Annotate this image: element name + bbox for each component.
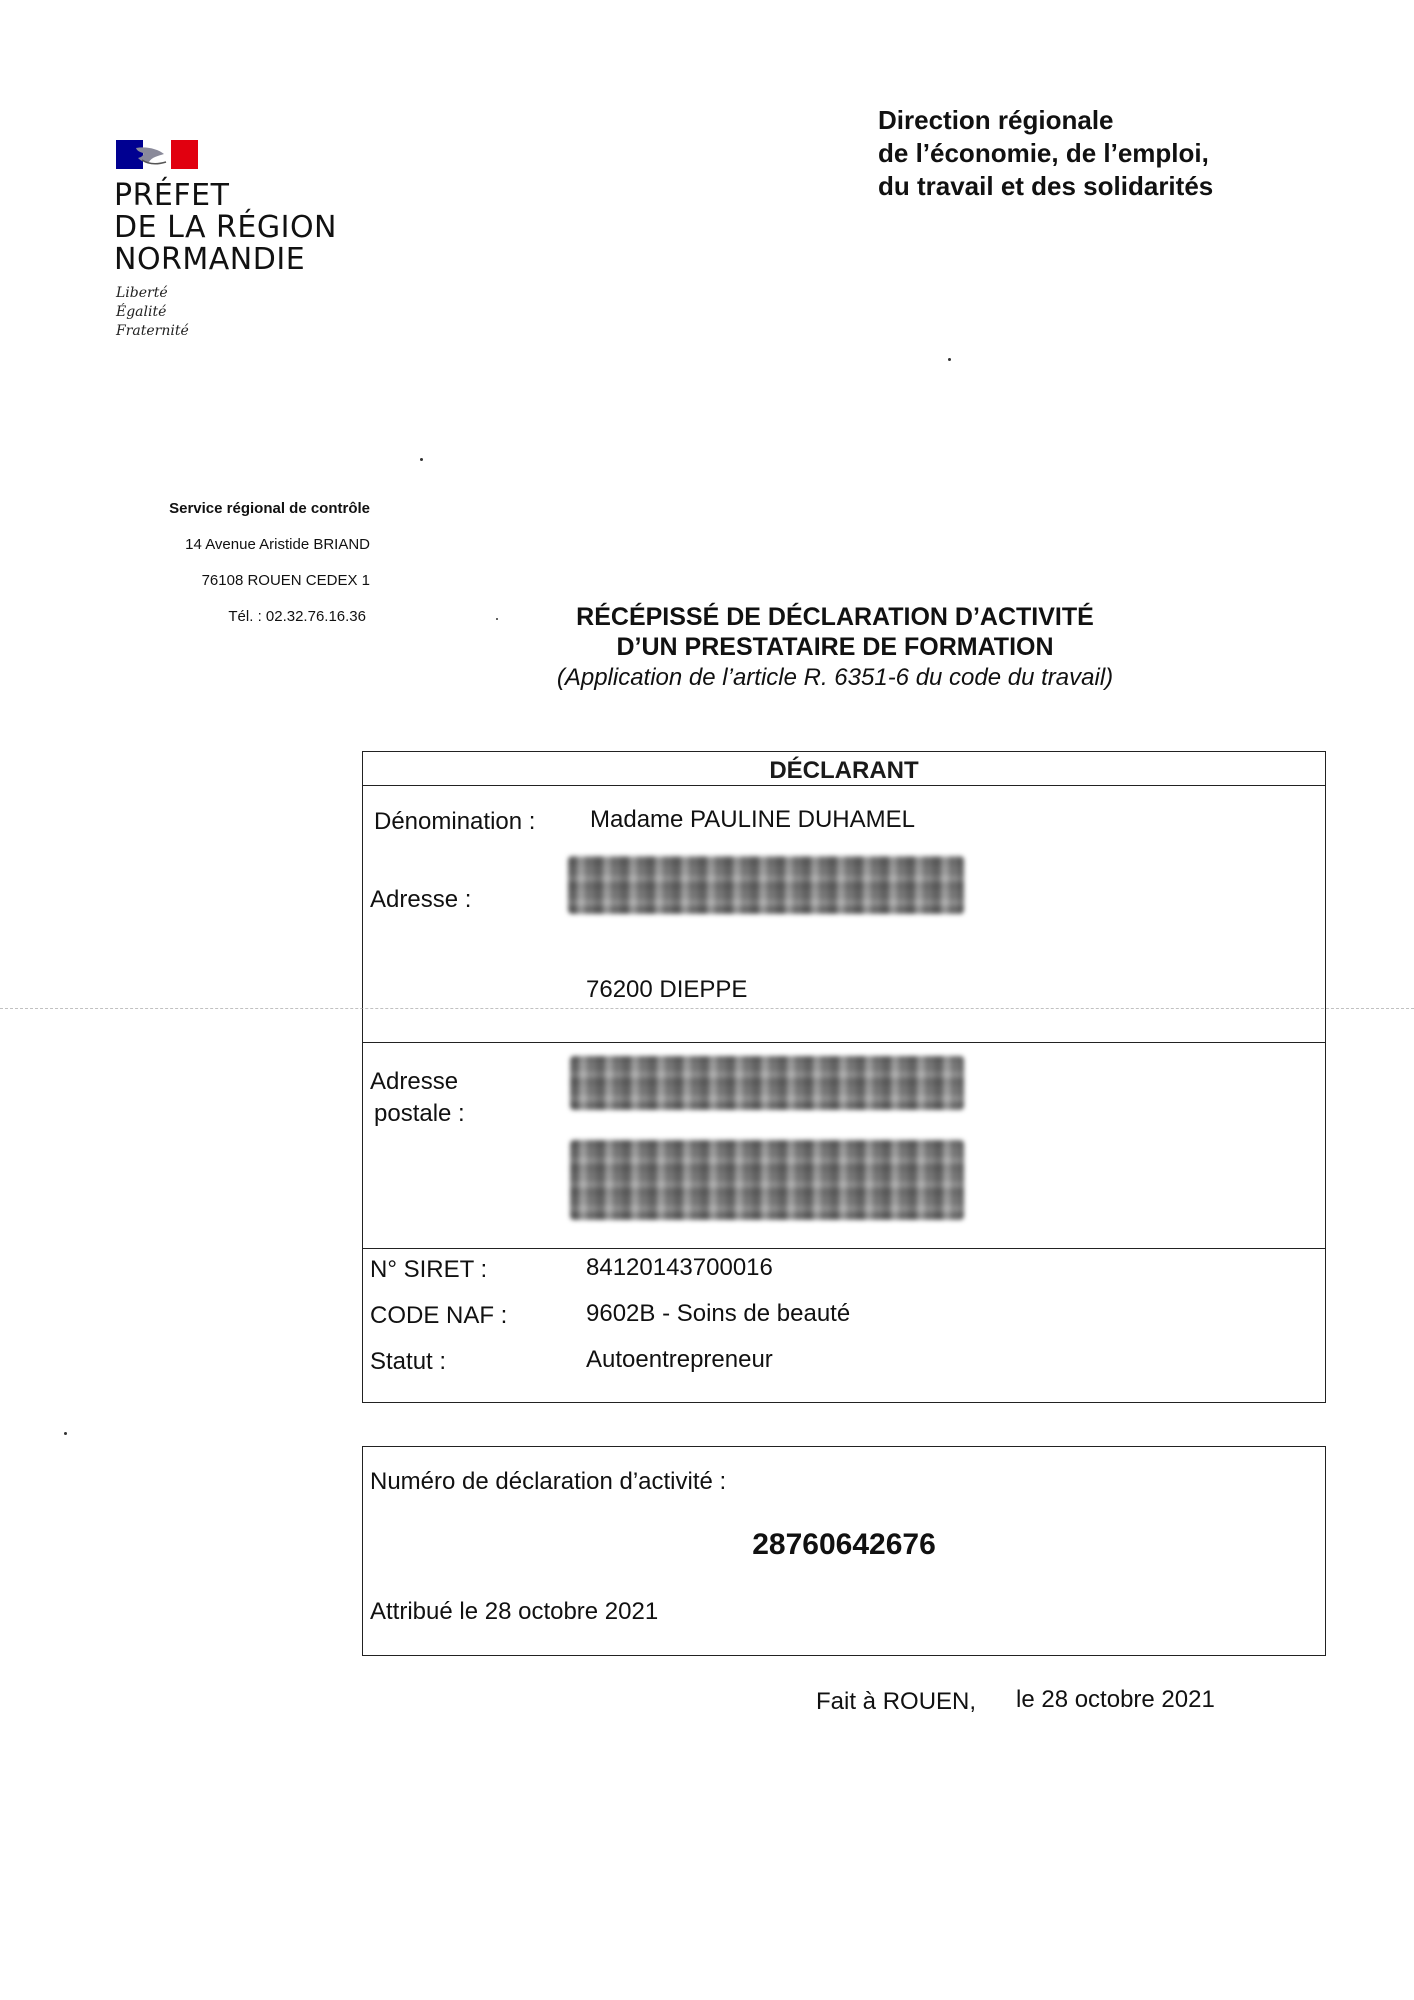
naf-value: 9602B - Soins de beauté xyxy=(586,1300,851,1327)
service-phone: Tél. : 02.32.76.16.36 xyxy=(228,608,366,625)
title-subtitle: (Application de l’article R. 6351-6 du code du travail) xyxy=(556,664,1114,691)
siret-label: N° SIRET : xyxy=(370,1256,488,1283)
declarant-heading: DÉCLARANT xyxy=(769,757,919,784)
prefet-line-3: NORMANDIE xyxy=(114,242,306,277)
redacted-address xyxy=(568,856,964,914)
footer-date: le 28 octobre 2021 xyxy=(1016,1686,1215,1713)
direction-line-2: de l’économie, de l’emploi, xyxy=(878,138,1209,168)
service-street: 14 Avenue Aristide BRIAND xyxy=(185,536,370,553)
declaration-number: 28760642676 xyxy=(752,1528,936,1561)
adresse-city: 76200 DIEPPE xyxy=(586,976,748,1003)
postal-divider xyxy=(362,1248,1326,1249)
scan-speck xyxy=(64,1432,67,1435)
attribution-date: Attribué le 28 octobre 2021 xyxy=(370,1598,659,1625)
statut-value: Autoentrepreneur xyxy=(586,1346,773,1373)
title-line-1: RÉCÉPISSÉ DE DÉCLARATION D’ACTIVITÉ xyxy=(576,603,1094,631)
denomination-label: Dénomination : xyxy=(374,808,536,835)
motto-liberte: Liberté xyxy=(116,285,168,301)
prefet-line-1: PRÉFET xyxy=(114,178,230,213)
service-name: Service régional de contrôle xyxy=(169,500,370,517)
direction-line-1: Direction régionale xyxy=(878,105,1114,135)
prefet-line-2: DE LA RÉGION xyxy=(114,210,338,245)
naf-label: CODE NAF : xyxy=(370,1302,508,1329)
scan-speck xyxy=(420,458,423,461)
scan-speck xyxy=(496,618,498,620)
adresse-postale-label-2: postale : xyxy=(374,1100,465,1127)
service-city: 76108 ROUEN CEDEX 1 xyxy=(201,572,370,589)
declarant-heading-divider xyxy=(362,785,1326,786)
adresse-label: Adresse : xyxy=(370,886,472,913)
denomination-value: Madame PAULINE DUHAMEL xyxy=(590,806,915,833)
adresse-divider xyxy=(362,1042,1326,1043)
motto-egalite: Égalité xyxy=(116,304,167,320)
footer-place: Fait à ROUEN, xyxy=(816,1688,977,1715)
marianne-flag-logo xyxy=(116,140,198,169)
direction-line-3: du travail et des solidarités xyxy=(878,171,1214,201)
scan-fold-line xyxy=(0,1008,1414,1009)
direction-block xyxy=(878,104,1213,203)
declaration-label: Numéro de déclaration d’activité : xyxy=(370,1468,727,1495)
redacted-postal-address-1 xyxy=(570,1056,964,1110)
adresse-postale-label-1: Adresse xyxy=(370,1068,459,1095)
siret-value: 84120143700016 xyxy=(586,1254,773,1281)
title-line-2: D’UN PRESTATAIRE DE FORMATION xyxy=(616,633,1054,661)
redacted-postal-address-2 xyxy=(570,1140,964,1220)
motto-fraternite: Fraternité xyxy=(116,323,189,339)
scan-speck xyxy=(948,358,951,361)
statut-label: Statut : xyxy=(370,1348,447,1375)
